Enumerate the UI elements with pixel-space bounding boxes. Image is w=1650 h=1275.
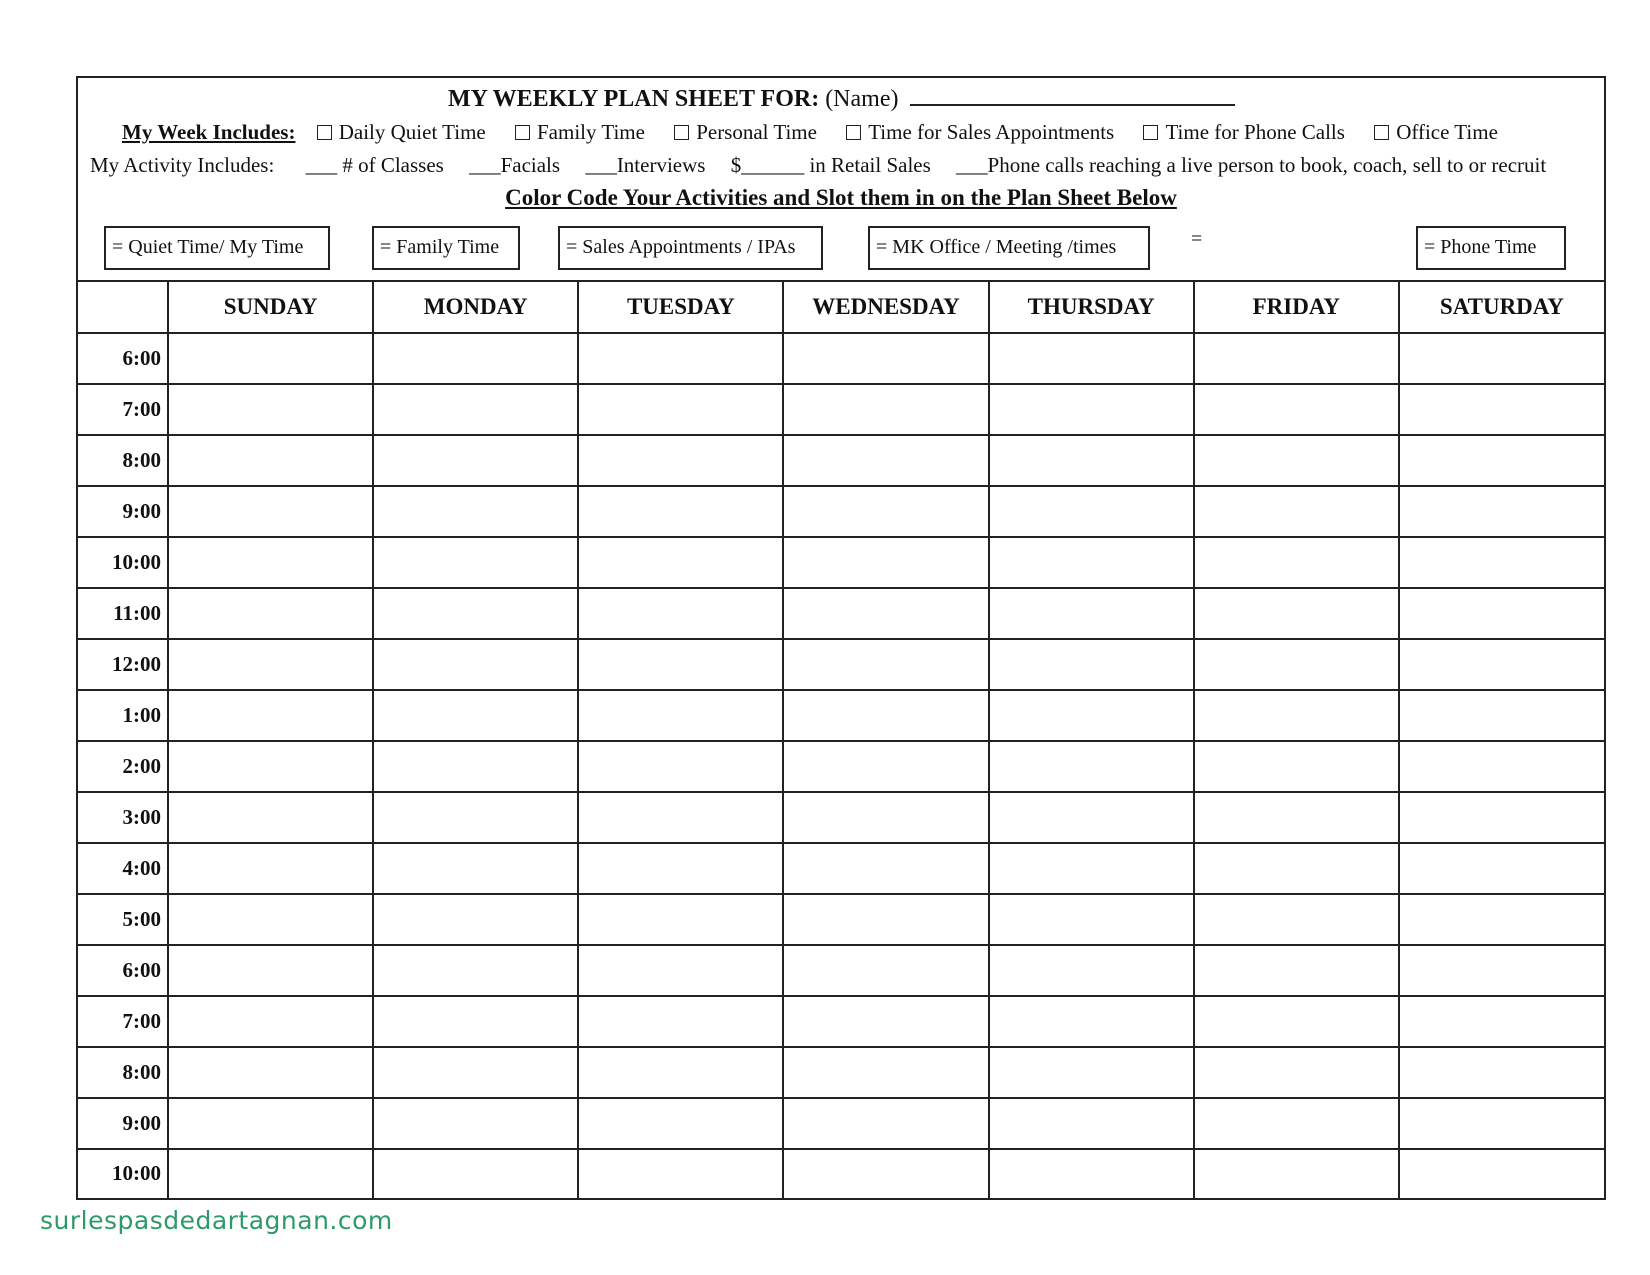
schedule-cell[interactable]	[373, 945, 578, 996]
schedule-cell[interactable]	[1399, 690, 1604, 741]
schedule-cell[interactable]	[578, 792, 783, 843]
time-slot-row	[78, 690, 1604, 741]
activity-interviews: ___Interviews	[585, 153, 706, 177]
schedule-cell[interactable]	[1399, 435, 1604, 486]
time-slot-row	[78, 384, 1604, 435]
schedule-cell[interactable]	[1194, 435, 1399, 486]
day-header-monday: MONDAY	[373, 282, 578, 333]
schedule-cell[interactable]	[373, 333, 578, 384]
schedule-cell[interactable]	[373, 435, 578, 486]
time-slot-row	[78, 588, 1604, 639]
schedule-cell[interactable]	[783, 639, 988, 690]
schedule-cell[interactable]	[1399, 333, 1604, 384]
schedule-cell[interactable]	[989, 435, 1194, 486]
schedule-cell[interactable]	[783, 1149, 988, 1198]
schedule-cell[interactable]	[783, 996, 988, 1047]
schedule-cell[interactable]	[373, 690, 578, 741]
time-slot-row	[78, 741, 1604, 792]
time-slot-row	[78, 792, 1604, 843]
time-label: 5:00	[78, 894, 168, 945]
schedule-cell[interactable]	[373, 537, 578, 588]
schedule-body	[78, 282, 1604, 1198]
schedule-cell[interactable]	[1399, 945, 1604, 996]
time-label: 4:00	[78, 843, 168, 894]
schedule-cell[interactable]	[989, 537, 1194, 588]
schedule-cell[interactable]	[578, 435, 783, 486]
schedule-cell[interactable]	[1399, 741, 1604, 792]
time-label: 3:00	[78, 792, 168, 843]
schedule-cell[interactable]	[1399, 537, 1604, 588]
schedule-cell[interactable]	[1399, 1047, 1604, 1098]
checkbox-icon[interactable]	[674, 125, 689, 140]
schedule-cell[interactable]	[1194, 1149, 1399, 1198]
week-option-personal-time[interactable]: Personal Time	[674, 120, 817, 144]
time-label: 12:00	[78, 639, 168, 690]
schedule-cell[interactable]	[1194, 1098, 1399, 1149]
checkbox-icon[interactable]	[515, 125, 530, 140]
schedule-cell[interactable]	[1194, 792, 1399, 843]
schedule-cell[interactable]	[168, 333, 373, 384]
schedule-cell[interactable]	[168, 945, 373, 996]
time-label: 8:00	[78, 435, 168, 486]
time-slot-row	[78, 1047, 1604, 1098]
day-header-friday: FRIDAY	[1194, 282, 1399, 333]
schedule-cell[interactable]	[578, 894, 783, 945]
week-option-sales-appointments[interactable]: Time for Sales Appointments	[846, 120, 1114, 144]
schedule-cell[interactable]	[1399, 384, 1604, 435]
time-label: 10:00	[78, 537, 168, 588]
time-slot-row	[78, 435, 1604, 486]
schedule-cell[interactable]	[168, 1149, 373, 1198]
day-header-sunday: SUNDAY	[168, 282, 373, 333]
schedule-cell[interactable]	[783, 1098, 988, 1149]
schedule-cell[interactable]	[373, 1149, 578, 1198]
schedule-cell[interactable]	[989, 588, 1194, 639]
checkbox-icon[interactable]	[1374, 125, 1389, 140]
schedule-cell[interactable]	[373, 996, 578, 1047]
time-slot-row	[78, 333, 1604, 384]
schedule-cell[interactable]	[1194, 588, 1399, 639]
schedule-cell[interactable]	[783, 333, 988, 384]
day-header-row	[78, 282, 1604, 333]
schedule-cell[interactable]	[168, 843, 373, 894]
week-includes-row	[122, 120, 1498, 145]
legend-blank: =	[1191, 228, 1203, 250]
schedule-cell[interactable]	[1399, 639, 1604, 690]
legend-sales-appointments: = Sales Appointments / IPAs	[558, 226, 823, 270]
schedule-cell[interactable]	[578, 1149, 783, 1198]
time-label: 1:00	[78, 690, 168, 741]
time-slot-row	[78, 1149, 1604, 1198]
schedule-cell[interactable]	[989, 384, 1194, 435]
schedule-cell[interactable]	[373, 894, 578, 945]
schedule-cell[interactable]	[578, 1047, 783, 1098]
schedule-cell[interactable]	[1194, 996, 1399, 1047]
schedule-cell[interactable]	[783, 843, 988, 894]
schedule-cell[interactable]	[1194, 894, 1399, 945]
weekly-plan-sheet	[76, 76, 1606, 1200]
time-slot-row	[78, 486, 1604, 537]
time-label: 9:00	[78, 1098, 168, 1149]
schedule-cell[interactable]	[1194, 333, 1399, 384]
time-label: 11:00	[78, 588, 168, 639]
schedule-cell[interactable]	[1399, 996, 1604, 1047]
schedule-cell[interactable]	[1194, 945, 1399, 996]
schedule-table	[78, 282, 1604, 1198]
legend-mk-office: = MK Office / Meeting /times	[868, 226, 1150, 270]
schedule-cell[interactable]	[783, 384, 988, 435]
schedule-cell[interactable]	[168, 486, 373, 537]
schedule-cell[interactable]	[989, 792, 1194, 843]
schedule-cell[interactable]	[578, 945, 783, 996]
legend-phone-time: = Phone Time	[1416, 226, 1566, 270]
schedule-cell[interactable]	[168, 1098, 373, 1149]
schedule-cell[interactable]	[989, 639, 1194, 690]
schedule-cell[interactable]	[168, 537, 373, 588]
schedule-cell[interactable]	[1399, 486, 1604, 537]
schedule-cell[interactable]	[989, 843, 1194, 894]
schedule-cell[interactable]	[168, 894, 373, 945]
activity-phone-calls: ___Phone calls reaching a live person to book, coach, sell to or recruit	[956, 153, 1547, 177]
schedule-cell[interactable]	[783, 792, 988, 843]
name-label: (Name)	[825, 86, 899, 112]
time-label: 9:00	[78, 486, 168, 537]
schedule-cell[interactable]	[989, 741, 1194, 792]
sheet-title	[448, 86, 1235, 113]
time-slot-row	[78, 537, 1604, 588]
week-option-phone-calls[interactable]: Time for Phone Calls	[1143, 120, 1344, 144]
time-slot-row	[78, 1098, 1604, 1149]
schedule-cell[interactable]	[1194, 741, 1399, 792]
schedule-cell[interactable]	[1194, 1047, 1399, 1098]
schedule-cell[interactable]	[1194, 486, 1399, 537]
schedule-cell[interactable]	[989, 486, 1194, 537]
legend-family-time: = Family Time	[372, 226, 520, 270]
schedule-cell[interactable]	[168, 588, 373, 639]
schedule-cell[interactable]	[168, 384, 373, 435]
time-label: 8:00	[78, 1047, 168, 1098]
time-slot-row	[78, 639, 1604, 690]
schedule-cell[interactable]	[989, 894, 1194, 945]
activity-label: My Activity Includes:	[90, 153, 275, 177]
name-field-line[interactable]	[910, 88, 1235, 106]
schedule-cell[interactable]	[989, 1149, 1194, 1198]
schedule-cell[interactable]	[578, 639, 783, 690]
time-label: 2:00	[78, 741, 168, 792]
schedule-cell[interactable]	[373, 1047, 578, 1098]
day-header-thursday: THURSDAY	[989, 282, 1194, 333]
schedule-cell[interactable]	[783, 690, 988, 741]
time-label: 10:00	[78, 1149, 168, 1198]
schedule-cell[interactable]	[1399, 843, 1604, 894]
time-slot-row	[78, 894, 1604, 945]
schedule-cell[interactable]	[1399, 1098, 1604, 1149]
schedule-cell[interactable]	[373, 384, 578, 435]
day-header-saturday: SATURDAY	[1399, 282, 1604, 333]
schedule-cell[interactable]	[1399, 792, 1604, 843]
schedule-cell[interactable]	[373, 486, 578, 537]
day-header-wednesday: WEDNESDAY	[783, 282, 988, 333]
schedule-cell[interactable]	[578, 843, 783, 894]
schedule-cell[interactable]	[578, 384, 783, 435]
schedule-cell[interactable]	[168, 741, 373, 792]
week-option-family-time[interactable]: Family Time	[515, 120, 645, 144]
schedule-cell[interactable]	[373, 588, 578, 639]
week-option-daily-quiet-time[interactable]: Daily Quiet Time	[317, 120, 486, 144]
schedule-cell[interactable]	[578, 690, 783, 741]
schedule-cell[interactable]	[373, 792, 578, 843]
schedule-cell[interactable]	[783, 435, 988, 486]
week-option-office-time[interactable]: Office Time	[1374, 120, 1498, 144]
schedule-cell[interactable]	[168, 1047, 373, 1098]
schedule-cell[interactable]	[168, 639, 373, 690]
activity-retail-sales: $______ in Retail Sales	[730, 153, 931, 177]
schedule-cell[interactable]	[578, 333, 783, 384]
schedule-cell[interactable]	[168, 690, 373, 741]
schedule-cell[interactable]	[1194, 384, 1399, 435]
time-label: 6:00	[78, 333, 168, 384]
time-slot-row	[78, 843, 1604, 894]
schedule-cell[interactable]	[373, 741, 578, 792]
time-label: 7:00	[78, 384, 168, 435]
activity-facials: ___Facials	[469, 153, 561, 177]
checkbox-icon[interactable]	[1143, 125, 1158, 140]
checkbox-icon[interactable]	[846, 125, 861, 140]
schedule-cell[interactable]	[783, 486, 988, 537]
schedule-cell[interactable]	[1194, 639, 1399, 690]
schedule-cell[interactable]	[168, 792, 373, 843]
schedule-cell[interactable]	[168, 996, 373, 1047]
schedule-cell[interactable]	[989, 1047, 1194, 1098]
schedule-cell[interactable]	[989, 333, 1194, 384]
color-code-title: Color Code Your Activities and Slot them in on the Plan Sheet Below	[505, 185, 1177, 210]
week-includes-label: My Week Includes:	[122, 120, 296, 144]
schedule-cell[interactable]	[373, 639, 578, 690]
day-header-tuesday: TUESDAY	[578, 282, 783, 333]
schedule-cell[interactable]	[373, 843, 578, 894]
schedule-cell[interactable]	[1399, 894, 1604, 945]
time-label: 7:00	[78, 996, 168, 1047]
time-slot-row	[78, 996, 1604, 1047]
checkbox-icon[interactable]	[317, 125, 332, 140]
schedule-cell[interactable]	[578, 996, 783, 1047]
schedule-cell[interactable]	[1399, 1149, 1604, 1198]
schedule-cell[interactable]	[783, 741, 988, 792]
schedule-cell[interactable]	[373, 1098, 578, 1149]
schedule-grid	[78, 280, 1604, 1198]
schedule-cell[interactable]	[168, 435, 373, 486]
schedule-cell[interactable]	[578, 741, 783, 792]
schedule-cell[interactable]	[1399, 588, 1604, 639]
time-label: 6:00	[78, 945, 168, 996]
legend-quiet-time: = Quiet Time/ My Time	[104, 226, 330, 270]
activity-includes-row	[90, 153, 1546, 178]
time-slot-row	[78, 945, 1604, 996]
schedule-cell[interactable]	[578, 1098, 783, 1149]
time-column-header	[78, 282, 168, 333]
watermark-text: surlespasdedartagnan.com	[40, 1206, 393, 1235]
schedule-cell[interactable]	[1194, 843, 1399, 894]
schedule-cell[interactable]	[783, 1047, 988, 1098]
schedule-cell[interactable]	[783, 588, 988, 639]
schedule-cell[interactable]	[989, 996, 1194, 1047]
schedule-cell[interactable]	[783, 537, 988, 588]
schedule-cell[interactable]	[783, 945, 988, 996]
schedule-cell[interactable]	[989, 1098, 1194, 1149]
schedule-cell[interactable]	[578, 537, 783, 588]
sheet-header	[78, 78, 1604, 280]
title-text: MY WEEKLY PLAN SHEET FOR:	[448, 86, 820, 112]
schedule-cell[interactable]	[1194, 690, 1399, 741]
activity-classes: ___ # of Classes	[305, 153, 444, 177]
schedule-cell[interactable]	[1194, 537, 1399, 588]
schedule-cell[interactable]	[783, 894, 988, 945]
schedule-cell[interactable]	[578, 486, 783, 537]
schedule-cell[interactable]	[989, 690, 1194, 741]
schedule-cell[interactable]	[578, 588, 783, 639]
schedule-cell[interactable]	[989, 945, 1194, 996]
